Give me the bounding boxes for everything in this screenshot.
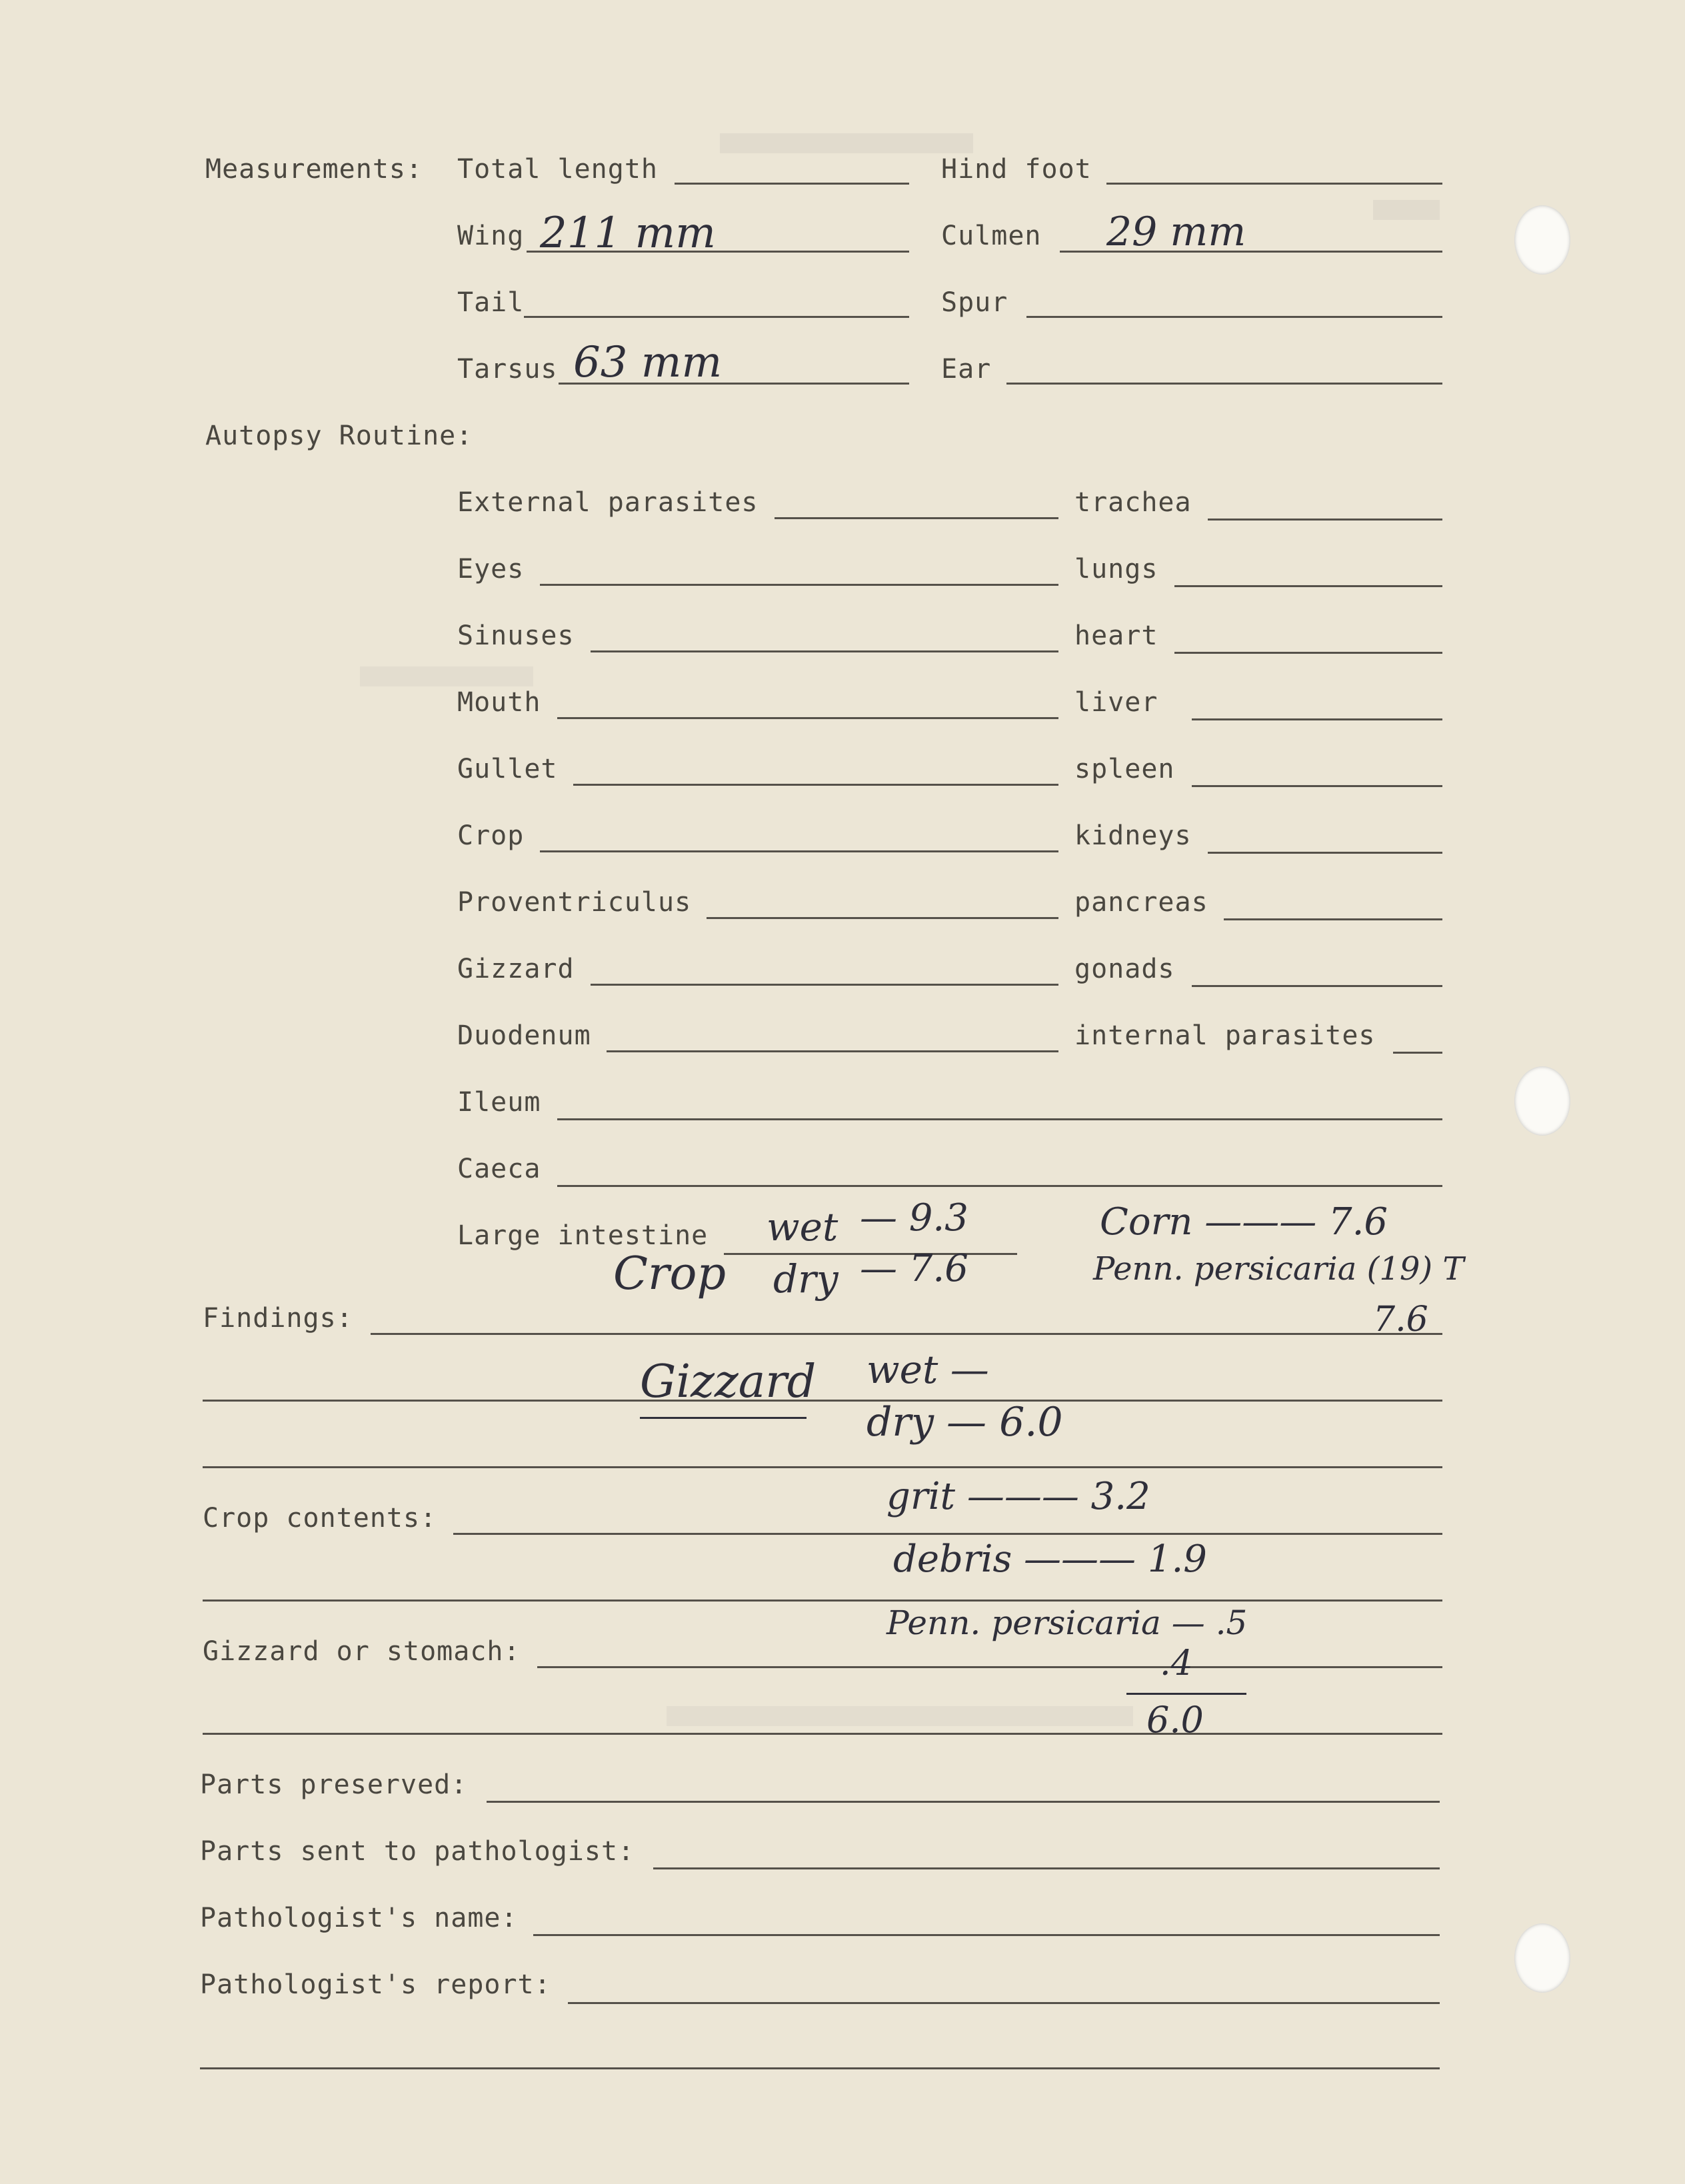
autopsy-organ-label: gonads [1074,954,1175,984]
autopsy-organ-field[interactable] [1174,652,1442,654]
autopsy-item-field[interactable] [591,650,1058,652]
autopsy-item-field[interactable] [557,1118,1442,1120]
handwritten-grit: grit ——— 3.2 [886,1475,1150,1518]
pathologist-report-field[interactable] [568,2002,1440,2004]
autopsy-organ-field[interactable] [1174,585,1442,587]
autopsy-item-label: Eyes [457,554,525,584]
measurements-label: Measurements: [205,154,423,185]
findings-field[interactable] [203,1400,1442,1402]
punch-hole-bottom [1514,1923,1570,1993]
autopsy-item-label: Sinuses [457,620,575,651]
handwritten-corn: Corn ——— 7.6 [1100,1200,1388,1244]
sum-underline [1126,1693,1246,1695]
gizzard-or-stomach-label: Gizzard or stomach: [203,1636,521,1667]
crop-contents-label: Crop contents: [203,1503,437,1534]
tarsus-value: 63 mm [573,338,723,387]
pathologist-name-field[interactable] [533,1934,1440,1936]
autopsy-organ-field[interactable] [1208,519,1442,521]
autopsy-item-field[interactable] [591,984,1058,986]
hind-foot-label: Hind foot [941,154,1092,185]
total-length-field[interactable] [675,183,909,185]
wing-value: 211 mm [540,209,716,258]
bleed-through-mark [667,1706,1133,1726]
spur-label: Spur [941,287,1008,318]
autopsy-organ-field[interactable] [1192,718,1442,720]
pathologist-report-field[interactable] [200,2067,1440,2069]
total-length-label: Total length [457,154,658,185]
autopsy-organ-field[interactable] [1192,985,1442,987]
autopsy-item-label: Proventriculus [457,887,692,918]
bleed-through-mark [720,133,973,153]
autopsy-organ-label: kidneys [1074,820,1192,851]
spur-field[interactable] [1026,316,1442,318]
parts-sent-field[interactable] [653,1867,1440,1869]
ear-label: Ear [941,354,992,385]
handwritten-crop-wet-value: — 9.3 [860,1196,968,1240]
autopsy-item-label: Large intestine [457,1220,709,1251]
parts-preserved-label: Parts preserved: [200,1769,468,1800]
autopsy-item-field[interactable] [707,917,1058,919]
autopsy-organ-label: spleen [1074,754,1175,784]
autopsy-item-label: Ileum [457,1087,541,1118]
crop-contents-field[interactable] [203,1600,1442,1602]
tail-field[interactable] [524,316,909,318]
autopsy-organ-label: trachea [1074,487,1192,518]
autopsy-organ-label: pancreas [1074,887,1208,918]
autopsy-item-field[interactable] [607,1050,1058,1052]
handwritten-small-value: .4 [1160,1643,1193,1683]
findings-label: Findings: [203,1303,353,1334]
handwritten-total-2: 6.0 [1146,1699,1204,1741]
crop-contents-field[interactable] [453,1533,1442,1535]
pathologist-name-label: Pathologist's name: [200,1903,518,1933]
autopsy-item-field[interactable] [540,584,1058,586]
culmen-label: Culmen [941,221,1042,251]
handwritten-crop-dry-value: — 7.6 [860,1247,968,1290]
autopsy-organ-field[interactable] [1208,852,1442,854]
punch-hole-top [1514,205,1570,275]
autopsy-item-field[interactable] [557,717,1058,719]
autopsy-item-field[interactable] [557,1185,1442,1187]
punch-hole-middle [1514,1066,1570,1136]
findings-field[interactable] [371,1333,1442,1335]
autopsy-item-label: External parasites [457,487,759,518]
autopsy-item-field[interactable] [573,784,1058,786]
tail-label: Tail [457,287,525,318]
handwritten-gizzard-word: Gizzard [640,1356,817,1408]
ear-field[interactable] [1006,383,1442,385]
handwritten-gizzard-wet: wet — [866,1347,989,1392]
pathologist-report-label: Pathologist's report: [200,1969,551,2000]
autopsy-item-label: Gizzard [457,954,575,984]
handwritten-crop-wet: wet [767,1204,839,1250]
bleed-through-mark [360,666,533,686]
autopsy-item-label: Crop [457,820,525,851]
autopsy-organ-label: internal parasites [1074,1020,1376,1051]
autopsy-item-field[interactable] [540,850,1058,852]
findings-field[interactable] [203,1466,1442,1468]
autopsy-organ-label: lungs [1074,554,1158,584]
handwritten-crop-word: Crop [613,1248,727,1300]
handwritten-total-1: 7.6 [1373,1300,1428,1340]
autopsy-routine-label: Autopsy Routine: [205,421,473,451]
autopsy-organ-field[interactable] [1393,1052,1442,1054]
autopsy-item-field[interactable] [775,517,1058,519]
autopsy-item-label: Duodenum [457,1020,591,1051]
wing-label: Wing [457,221,525,251]
autopsy-organ-field[interactable] [1224,918,1442,920]
autopsy-item-label: Caeca [457,1154,541,1184]
tarsus-label: Tarsus [457,354,558,385]
gizzard-or-stomach-field[interactable] [203,1733,1442,1735]
handwritten-penn-persicaria-1: Penn. persicaria (19) T [1093,1250,1464,1288]
handwritten-crop-dry: dry [773,1256,839,1302]
hind-foot-field[interactable] [1106,183,1442,185]
autopsy-organ-label: liver [1074,687,1158,718]
handwritten-gizzard-dry: dry — 6.0 [866,1399,1063,1446]
autopsy-item-label: Mouth [457,687,541,718]
handwritten-penn-persicaria-2: Penn. persicaria — .5 [886,1604,1248,1642]
autopsy-organ-field[interactable] [1192,785,1442,787]
parts-preserved-field[interactable] [487,1801,1440,1803]
handwritten-debris: debris ——— 1.9 [893,1538,1207,1581]
gizzard-word-underline [640,1417,807,1419]
parts-sent-label: Parts sent to pathologist: [200,1836,635,1867]
culmen-value: 29 mm [1106,209,1246,255]
gizzard-or-stomach-field[interactable] [537,1666,1442,1668]
autopsy-organ-label: heart [1074,620,1158,651]
bleed-through-mark [1373,200,1440,220]
autopsy-item-label: Gullet [457,754,558,784]
